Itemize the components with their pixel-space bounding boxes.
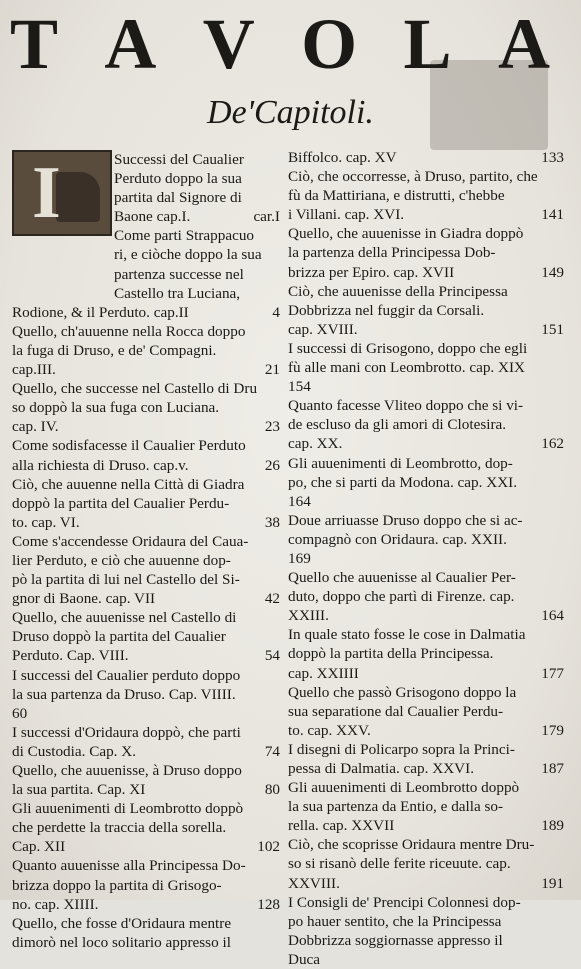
toc-entry-text: cap. IV. [12, 418, 59, 436]
toc-entry-line [288, 396, 568, 415]
toc-entry-text: Ciò, che occorresse, à Druso, partito, che [288, 168, 538, 186]
toc-entry-line [288, 816, 568, 835]
toc-entry-line [12, 456, 284, 475]
toc-entry-text: Quello, che auuenisse, à Druso doppo [12, 762, 242, 779]
toc-entry-text: alla richiesta di Druso. cap.v. [12, 456, 189, 474]
toc-page-number: 26 [264, 456, 280, 474]
toc-entry-line [288, 835, 568, 854]
toc-entry-line [12, 494, 284, 513]
toc-page-number: 164 [541, 607, 564, 625]
toc-entry-text: la sua partenza da Entio, e dalla so- [288, 798, 504, 816]
toc-entry-line [288, 702, 568, 721]
toc-entry-text: doppò la partita del Caualier Perdu- [12, 494, 230, 512]
toc-page-number: 179 [541, 721, 564, 739]
toc-entry-line [114, 188, 284, 207]
toc-entry-text: Dobbrizza nel fuggir da Corsali. [288, 301, 485, 319]
toc-page-number: 149 [541, 263, 564, 281]
left-column [12, 150, 284, 952]
toc-page-number: 80 [264, 781, 280, 799]
initial-letter: I [32, 152, 61, 234]
toc-entry-text: brizza per Epiro. cap. XVII [288, 263, 455, 281]
page-title [10, 3, 550, 84]
toc-entry-line [114, 207, 284, 226]
toc-entry-line [288, 205, 568, 224]
toc-entry-text: doppò la partita della Principessa. [288, 645, 494, 663]
toc-entry-text: Ciò, che scoprisse Oridaura mentre Dru- [288, 836, 535, 854]
toc-entry-line [288, 740, 568, 759]
toc-entry-text: gnor di Baone. cap. VII [12, 590, 156, 608]
toc-entry-line [12, 532, 284, 551]
toc-entry-text: Gli auuenimenti di Leombrotto doppò [288, 779, 520, 797]
toc-entry-text: In quale stato fosse le cose in Dalmatia [288, 626, 526, 644]
toc-entry-text: Dobbrizza soggiornasse appresso il [288, 931, 503, 949]
toc-entry-text: la partenza della Principessa Dob- [288, 244, 496, 262]
toc-entry-line [288, 339, 568, 358]
toc-entry-text: Ciò, che auuenisse della Principessa [288, 282, 508, 300]
toc-entry-text: partenza successe nel [114, 265, 244, 283]
toc-entry-line [12, 417, 284, 436]
toc-entry-line [114, 245, 284, 264]
toc-entry-line [114, 284, 284, 303]
toc-entry-line [288, 186, 568, 205]
toc-entry-line [288, 492, 568, 511]
toc-entry-text: Come parti Strappacuo [114, 227, 255, 245]
toc-entry-line [12, 570, 284, 589]
toc-entry-line [12, 685, 284, 704]
toc-page-number: 21 [264, 361, 280, 379]
toc-entry-line [288, 854, 568, 873]
toc-entry-text: rella. cap. XXVII [288, 817, 395, 835]
toc-entry-text: brizza doppo la partita di Grisogo- [12, 876, 222, 894]
toc-entry-line [12, 608, 284, 627]
toc-entry-line [288, 358, 568, 377]
toc-entry-line [12, 780, 284, 799]
toc-entry-line [288, 644, 568, 663]
toc-entry-text: I successi del Caualier perduto doppo [12, 666, 241, 684]
toc-entry-text: Perduto doppo la sua [114, 170, 242, 188]
toc-entry-line [288, 167, 568, 186]
toc-entry-text: Quanto auuenisse alla Principessa Do- [12, 857, 246, 875]
toc-entry-text: I disegni di Policarpo sopra la Princi- [288, 740, 515, 758]
toc-page-number: 162 [541, 435, 564, 453]
toc-entry-text: po hauer sentito, che la Principessa [288, 912, 502, 930]
toc-entry-line [288, 625, 568, 644]
toc-entry-text: de escluso da gli amori di Clotesira. [288, 416, 507, 434]
toc-entry-line [12, 398, 284, 417]
toc-entry-text: Quello, che fosse d'Oridaura mentre [12, 914, 232, 932]
toc-entry-line [288, 683, 568, 702]
toc-entry-text: Doue arriuasse Druso doppo che si ac- [288, 511, 523, 529]
toc-entry-line [288, 473, 568, 492]
toc-entry-line [288, 549, 568, 568]
title-letter: O [301, 3, 358, 84]
toc-entry-text: Ciò, che auuenne nella Città di Giadra [12, 475, 245, 493]
initial-woodcut-illustration [56, 172, 100, 222]
toc-entry-text: Successi del Caualier [114, 151, 244, 168]
toc-entry-text: 60 [12, 704, 28, 722]
toc-entry-text: sua separatione dal Caualier Perdu- [288, 702, 504, 720]
toc-entry-text: cap.III. [12, 361, 56, 379]
toc-entry-text: Gli auuenimenti di Leombrotto, dop- [288, 454, 513, 472]
toc-entry-line [288, 148, 568, 167]
toc-entry-line [288, 664, 568, 683]
toc-page-number: 133 [541, 149, 564, 166]
toc-entry-line [288, 587, 568, 606]
toc-entry-text: I successi d'Oridaura doppò, che parti [12, 723, 241, 741]
toc-entry-line [12, 589, 284, 608]
toc-entry-line [12, 914, 284, 933]
toc-page-number: 187 [541, 760, 564, 777]
toc-entry-line [288, 454, 568, 473]
toc-entry-text: Castello tra Luciana, [114, 284, 241, 302]
toc-page-number: 74 [264, 742, 280, 760]
title-letter: A [104, 3, 157, 84]
toc-entry-text: compagnò con Oridaura. cap. XXII. [288, 530, 507, 548]
toc-entry-line [12, 322, 284, 341]
toc-entry-line [288, 415, 568, 434]
toc-entry-line [12, 341, 284, 360]
decorated-initial [12, 150, 112, 236]
toc-entry-line [12, 876, 284, 895]
toc-entry-line [12, 761, 284, 780]
toc-entry-text: la fuga di Druso, e de' Compagni. [12, 341, 217, 359]
toc-page-number: 23 [264, 418, 280, 436]
toc-page-number: 102 [257, 838, 280, 856]
toc-entry-text: Quanto facesse Vliteo doppo che si vi- [288, 397, 524, 415]
toc-entry-line [114, 265, 284, 284]
toc-entry-line [114, 169, 284, 188]
toc-entry-line [12, 360, 284, 379]
toc-entry-line [12, 303, 284, 322]
toc-entry-text: la sua partita. Cap. XI [12, 781, 146, 799]
toc-entry-line [288, 606, 568, 625]
toc-entry-text: duto, doppo che partì di Firenze. cap. [288, 588, 515, 606]
toc-page-number: 4 [272, 303, 280, 321]
toc-entry-text: po, che si parti da Modona. cap. XXI. [288, 473, 518, 491]
toc-entry-line [12, 551, 284, 570]
toc-entry-text: Quello che auuenisse al Caualier Per- [288, 569, 516, 587]
toc-page-number: 151 [541, 320, 564, 338]
toc-entry-line [288, 243, 568, 262]
toc-entry-line [288, 282, 568, 301]
toc-entry-text: Come s'accendesse Oridaura del Caua- [12, 532, 249, 550]
right-column [288, 148, 568, 969]
toc-entry-line [288, 263, 568, 282]
toc-entry-text: Rodione, & il Perduto. cap.II [12, 303, 189, 321]
toc-entry-line [288, 931, 568, 950]
toc-entry-line [12, 799, 284, 818]
title-letter: T [10, 3, 59, 84]
toc-entry-text: to. cap. XXV. [288, 721, 371, 739]
toc-entry-line [288, 434, 568, 453]
toc-entry-text: di Custodia. Cap. X. [12, 742, 137, 760]
toc-entry-text: to. cap. VI. [12, 513, 80, 531]
toc-entry-text: Druso doppò la partita del Caualier [12, 628, 226, 646]
toc-entry-line [12, 895, 284, 914]
toc-page-number: 177 [541, 664, 564, 682]
toc-entry-line [12, 933, 284, 952]
toc-entry-text: Quello, che auuenisse in Giadra doppò [288, 225, 524, 243]
toc-entry-text: i Villani. cap. XVI. [288, 206, 405, 224]
toc-entry-text: cap. XVIII. [288, 320, 358, 338]
toc-entry-line [288, 568, 568, 587]
toc-entry-line [288, 530, 568, 549]
toc-entry-line [12, 475, 284, 494]
title-letter: L [403, 3, 452, 84]
toc-entry-line [12, 742, 284, 761]
toc-page-number: 42 [264, 590, 280, 608]
toc-page-number: 141 [541, 206, 564, 224]
toc-entry-text: Quello che passò Grisogono doppo la [288, 683, 517, 701]
toc-entry-line [12, 818, 284, 837]
toc-entry-line [288, 797, 568, 816]
toc-page-number: 128 [257, 895, 280, 913]
toc-entry-line [288, 950, 568, 969]
toc-entry-line [288, 893, 568, 912]
toc-entry-text: Cap. XII [12, 838, 66, 856]
page-subtitle: De'Capitoli. [207, 94, 374, 131]
toc-entry-line [12, 646, 284, 665]
toc-entry-text: Gli auuenimenti di Leombrotto doppò [12, 800, 244, 818]
toc-entry-text: XXIII. [288, 607, 329, 625]
toc-entry-text: cap. XX. [288, 435, 343, 453]
toc-entry-text: fù alle mani con Leombrotto. cap. XIX [288, 359, 526, 377]
toc-entry-text: Baone cap.I. [114, 208, 191, 226]
toc-entry-text: no. cap. XIIII. [12, 895, 99, 913]
title-letter: A [497, 3, 550, 84]
toc-entry-line [12, 436, 284, 455]
toc-entry-line [288, 511, 568, 530]
toc-entry-text: Perduto. Cap. VIII. [12, 647, 129, 665]
toc-entry-text: so si risanò delle ferite riceuute. cap. [288, 855, 511, 873]
toc-entry-line [12, 666, 284, 685]
toc-entry-text: pessa di Dalmatia. cap. XXVI. [288, 760, 474, 777]
toc-entry-text: Duca [288, 950, 321, 968]
toc-entry-text: Quello, che successe nel Castello di Dru [12, 380, 258, 398]
toc-entry-text: 169 [288, 549, 311, 567]
toc-entry-text: Come sodisfacesse il Caualier Perduto [12, 437, 246, 455]
toc-entry-line [12, 856, 284, 875]
toc-entry-text: 154 [288, 378, 311, 396]
toc-entry-line [12, 379, 284, 398]
toc-entry-line [288, 778, 568, 797]
toc-entry-text: so doppò la sua fuga con Luciana. [12, 399, 220, 417]
toc-entry-line [12, 704, 284, 723]
toc-page-number: 54 [264, 647, 280, 665]
toc-entry-line [288, 874, 568, 893]
toc-entry-text: Biffolco. cap. XV [288, 149, 397, 166]
toc-entry-text: Quello, che auuenisse nel Castello di [12, 609, 237, 627]
toc-entry-line [12, 723, 284, 742]
toc-entry-line [12, 627, 284, 646]
toc-entry-text: partita dal Signore di [114, 189, 242, 207]
toc-page-number: 38 [264, 513, 280, 531]
toc-entry-line [114, 226, 284, 245]
toc-entry-line [114, 150, 284, 169]
toc-entry-line [288, 224, 568, 243]
toc-entry-line [12, 837, 284, 856]
title-letter: V [202, 3, 255, 84]
toc-page-number: 191 [541, 874, 564, 892]
toc-entry-text: XXVIII. [288, 874, 340, 892]
toc-entry-line [288, 721, 568, 740]
toc-entry-text: 164 [288, 492, 311, 510]
toc-entry-text: Quello, ch'auuenne nella Rocca doppo [12, 322, 246, 340]
toc-entry-line [288, 759, 568, 778]
toc-entry-text: cap. XXIIII [288, 664, 359, 682]
toc-entry-line [288, 912, 568, 931]
toc-entry-text: pò la partita di lui nel Castello del Si- [12, 571, 240, 589]
toc-entry-line [12, 513, 284, 532]
toc-entry-line [288, 377, 568, 396]
toc-entry-text: fù da Mattiriana, e distrutti, c'hebbe [288, 187, 505, 205]
toc-page-number: 189 [541, 817, 564, 835]
toc-entry-text: dimorò nel loco solitario appresso il [12, 933, 231, 951]
toc-entry-line [288, 320, 568, 339]
toc-page-number: car.I [253, 208, 280, 226]
toc-entry-text: ri, e ciòche doppo la sua [114, 246, 262, 264]
toc-entry-text: I successi di Grisogono, doppo che egli [288, 339, 528, 357]
toc-entry-text: lier Perduto, e ciò che auuenne dop- [12, 551, 231, 569]
toc-entry-line [288, 301, 568, 320]
toc-entry-text: la sua partenza da Druso. Cap. VIIII. [12, 685, 236, 703]
toc-entry-text: che perdette la traccia della sorella. [12, 819, 227, 837]
toc-entry-text: I Consigli de' Prencipi Colonnesi dop- [288, 893, 521, 911]
